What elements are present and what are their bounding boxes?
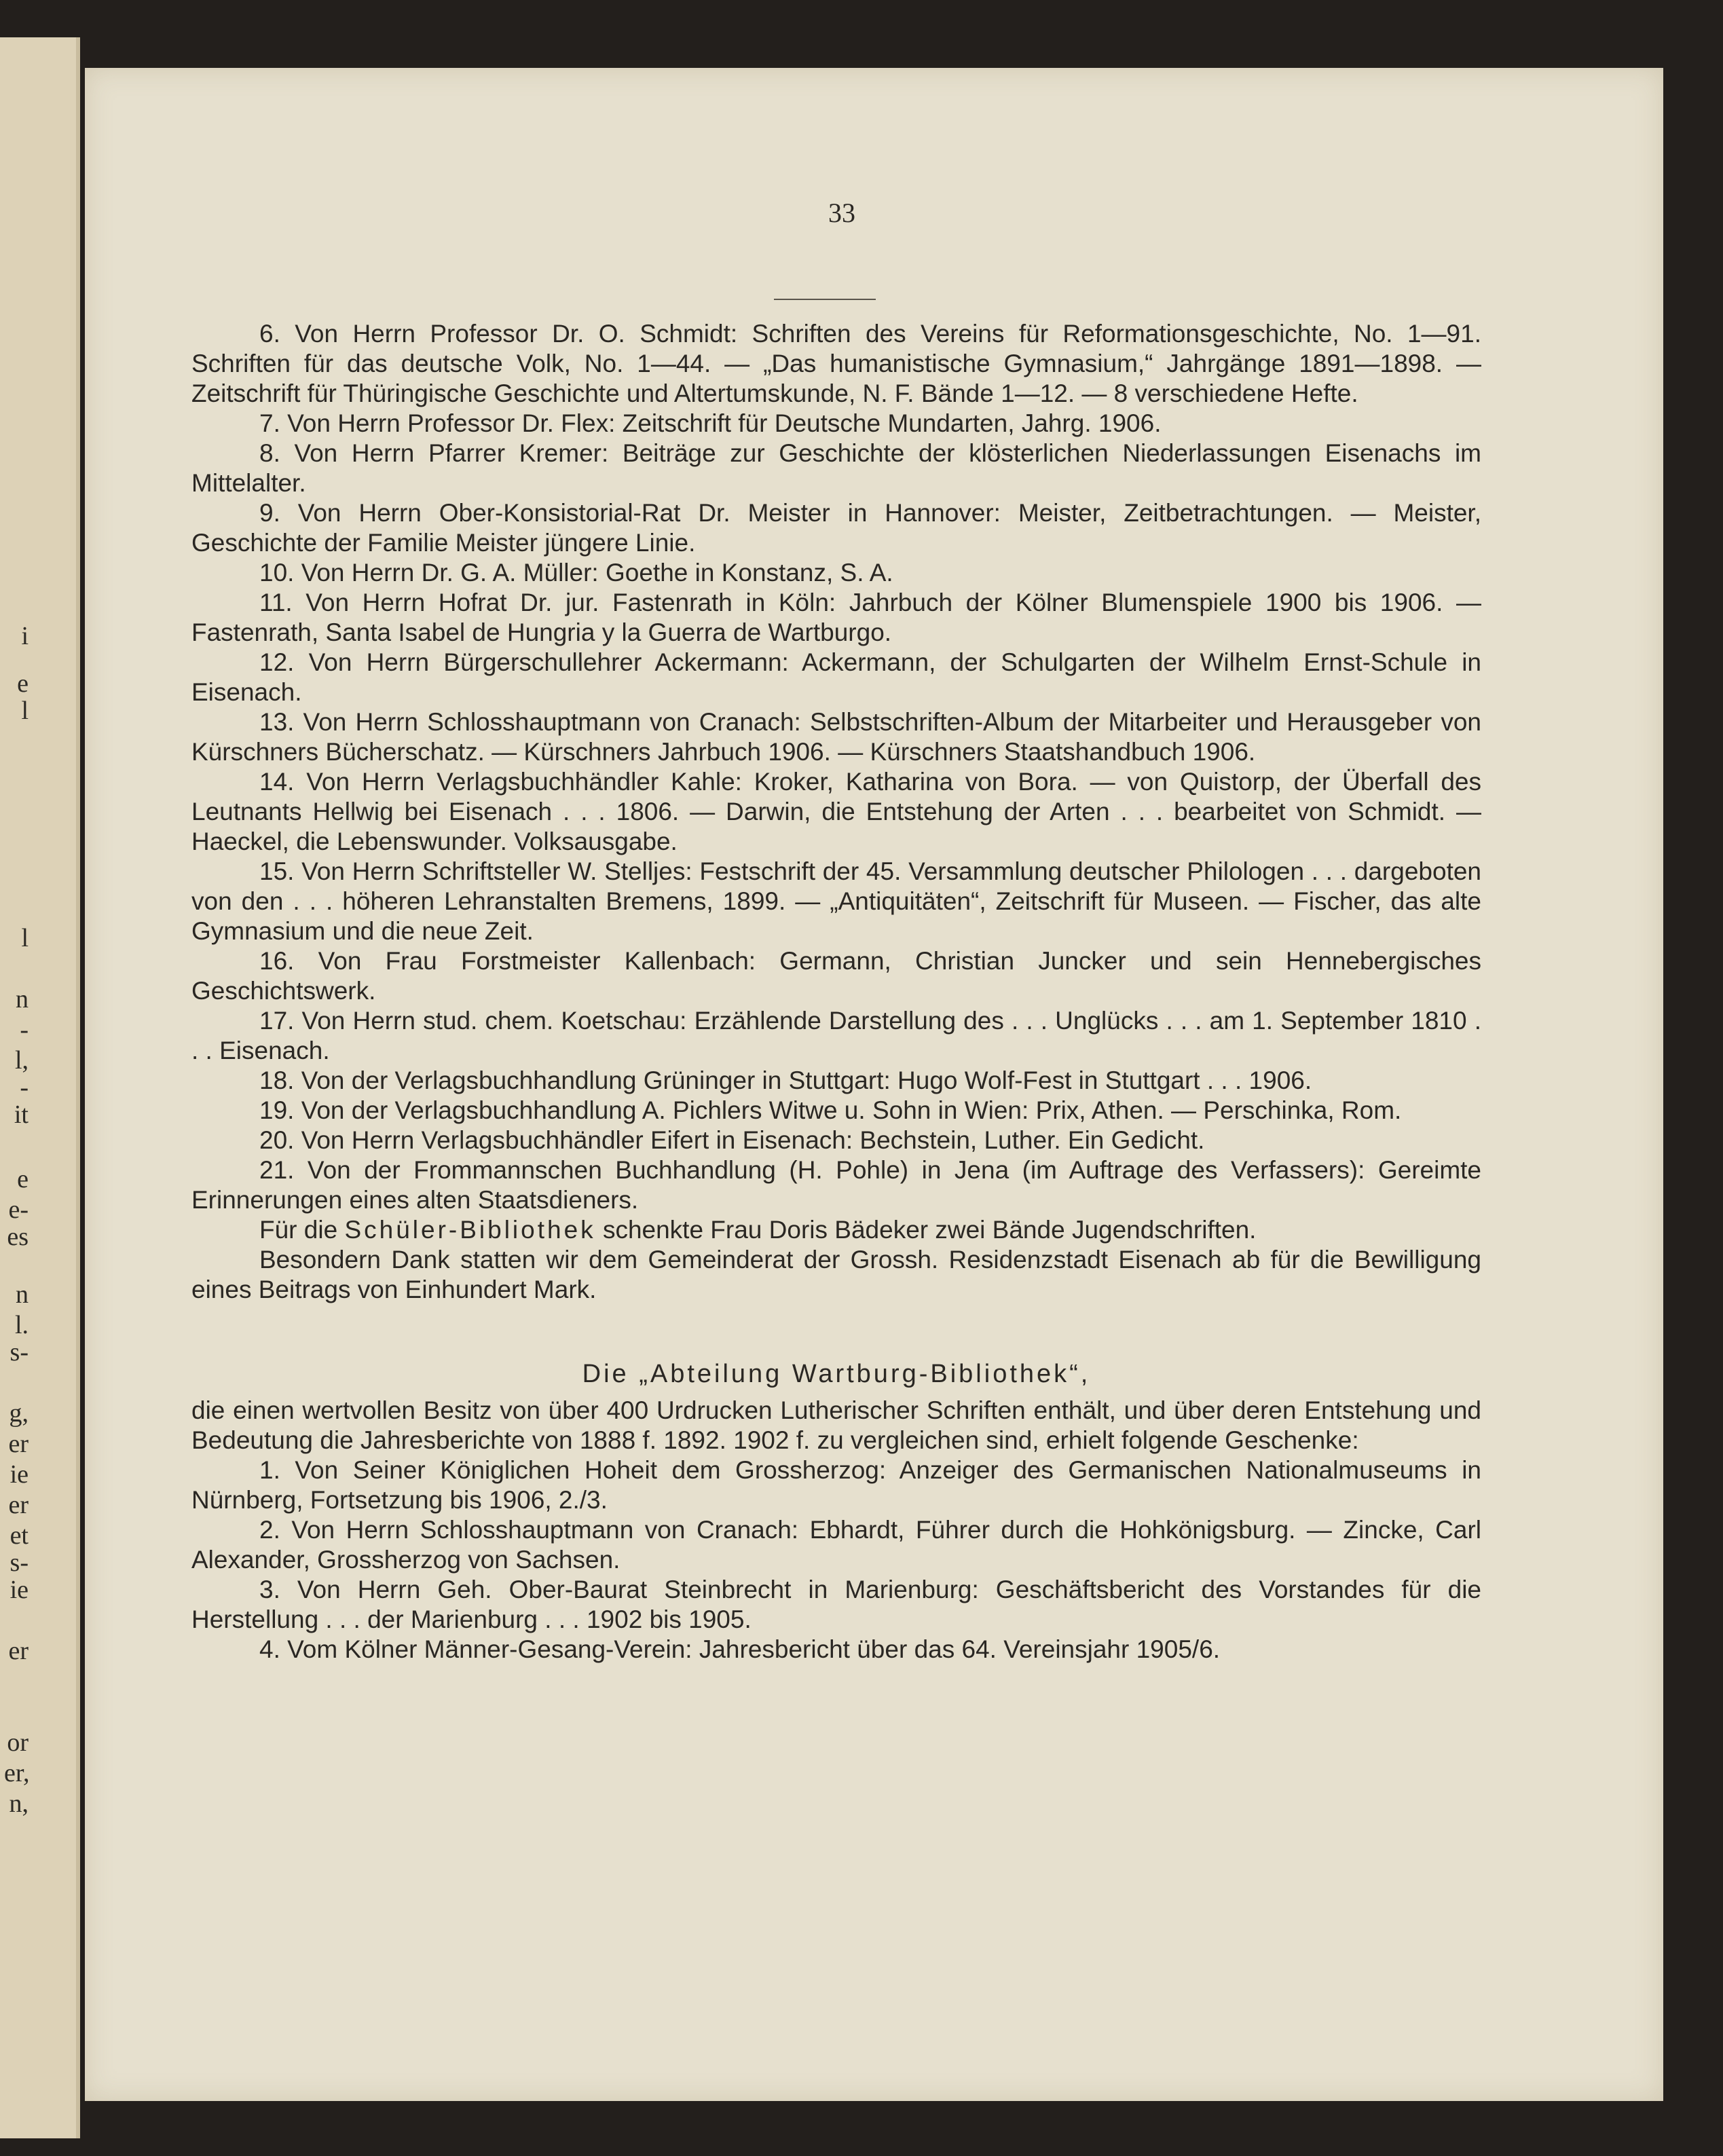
gift-entry-20: 20. Von Herrn Verlagsbuchhändler Eifert in Eisenach: Bechstein, Luther. Ein Gedicht.	[259, 1126, 1205, 1154]
margin-fragment: er	[8, 1430, 29, 1458]
gift-entry-7: 7. Von Herrn Professor Dr. Flex: Zeitschrift für Deutsche Mundarten, Jahrg. 1906.	[259, 409, 1162, 437]
margin-fragment: s-	[10, 1548, 29, 1577]
margin-fragment: n	[16, 985, 29, 1014]
section-item-2: 2. Von Herrn Schlosshauptmann von Cranach: Ebhardt, Führer durch die Hohkönigsburg. — Zincke, Carl Alexander, Grossherzog von Sachsen.	[191, 1516, 1481, 1574]
gift-entry-10: 10. Von Herrn Dr. G. A. Müller: Goethe in Konstanz, S. A.	[259, 559, 893, 587]
margin-fragment: l	[21, 924, 29, 952]
gift-entry-8: 8. Von Herrn Pfarrer Kremer: Beiträge zur Geschichte der klösterlichen Niederlassungen Eisenachs im Mittelalter.	[191, 439, 1481, 497]
margin-fragment: es	[7, 1223, 29, 1251]
section-item-1: 1. Von Seiner Königlichen Hoheit dem Grossherzog: Anzeiger des Germanischen Nationalmuseums in Nürnberg, Fortsetzung bis 1906, 2./3.	[191, 1456, 1481, 1514]
margin-fragment: -	[20, 1073, 29, 1102]
margin-fragment: er,	[4, 1759, 30, 1787]
margin-fragment: er	[8, 1491, 29, 1519]
schueler-after: schenkte Frau Doris Bädeker zwei Bände Jugendschriften.	[602, 1216, 1257, 1244]
margin-fragment: or	[7, 1728, 29, 1757]
margin-fragment: s-	[10, 1338, 29, 1367]
margin-fragment: n,	[9, 1789, 29, 1818]
schueler-before: Für die	[259, 1216, 338, 1244]
margin-fragment: n	[16, 1280, 29, 1309]
gift-entry-19: 19. Von der Verlagsbuchhandlung A. Pichlers Witwe u. Sohn in Wien: Prix, Athen. — Perschinka, Rom.	[259, 1096, 1402, 1124]
margin-fragment: g,	[9, 1399, 29, 1428]
schueler-spaced-title: Schüler-Bibliothek	[344, 1216, 596, 1244]
margin-fragment: e	[17, 1165, 29, 1193]
gift-entry-6: 6. Von Herrn Professor Dr. O. Schmidt: Schriften des Vereins für Reformationsgeschichte, No. 1—91. Schriften für das deutsche Volk, No. 1—44. — „Das humanistische Gymnasium,“ Jahrgänge 1891—1898. — Zeitschrift für Thüringische Geschichte und Altertumskunde, N. F. Bände 1—12. — 8 verschiedene Hefte.	[191, 320, 1481, 407]
gift-entry-11: 11. Von Herrn Hofrat Dr. jur. Fastenrath in Köln: Jahrbuch der Kölner Blumenspiele 1900 bis 1906. — Fastenrath, Santa Isabel de Hungria y la Guerra de Wartburgo.	[191, 589, 1481, 646]
gift-entry-17: 17. Von Herrn stud. chem. Koetschau: Erzählende Darstellung des . . . Unglücks . . . am 1. September 1810 . . . Eisenach.	[191, 1007, 1481, 1064]
margin-fragment: l	[21, 696, 29, 725]
thanks-paragraph: Besondern Dank statten wir dem Gemeinderat der Grossh. Residenzstadt Eisenach ab für die Bewilligung eines Beitrags von Einhundert Mark.	[191, 1246, 1481, 1303]
margin-fragment: l.	[14, 1311, 29, 1339]
gift-entry-9: 9. Von Herrn Ober-Konsistorial-Rat Dr. Meister in Hannover: Meister, Zeitbetrachtungen. — Meister, Geschichte der Familie Meister jüngere Linie.	[191, 499, 1481, 557]
page-number: 33	[828, 198, 855, 228]
margin-fragment: it	[14, 1100, 29, 1129]
previous-page-edge	[0, 37, 80, 2138]
gift-entry-18: 18. Von der Verlagsbuchhandlung Grüninger in Stuttgart: Hugo Wolf-Fest in Stuttgart . . . 1906.	[259, 1066, 1312, 1094]
page-number-rule	[774, 299, 876, 300]
section-intro: die einen wertvollen Besitz von über 400 Urdrucken Lutherischer Schriften enthält, und über deren Entstehung und Bedeutung die Jahresberichte von 1888 f. 1892. 1902 f. zu vergleichen sind, erhielt folgende Geschenke:	[191, 1396, 1481, 1454]
section-item-4: 4. Vom Kölner Männer-Gesang-Verein: Jahresbericht über das 64. Vereinsjahr 1905/6.	[259, 1635, 1221, 1663]
section-item-3: 3. Von Herrn Geh. Ober-Baurat Steinbrecht in Marienburg: Geschäftsbericht des Vorstandes für die Herstellung . . . der Marienburg . . . 1902 bis 1905.	[191, 1576, 1481, 1633]
margin-fragment: er	[8, 1637, 29, 1665]
gift-entry-15: 15. Von Herrn Schriftsteller W. Stelljes: Festschrift der 45. Versammlung deutscher Philologen . . . dargeboten von den . . . höheren Lehranstalten Bremens, 1899. — „Antiquitäten“, Zeitschrift für Museen. — Fischer, das alte Gymnasium und die neue Zeit.	[191, 857, 1481, 945]
gift-entry-21: 21. Von der Frommannschen Buchhandlung (H. Pohle) in Jena (im Auftrage des Verfassers): Gereimte Erinnerungen eines alten Staatsdieners.	[191, 1156, 1481, 1214]
margin-fragment: ie	[10, 1460, 29, 1489]
gift-entry-14: 14. Von Herrn Verlagsbuchhändler Kahle: Kroker, Katharina von Bora. — von Quistorp, der Überfall des Leutnants Hellwig bei Eisenach . . . 1806. — Darwin, die Entstehung der Arten . . . bearbeitet von Schmidt. — Haeckel, die Lebenswunder. Volksausgabe.	[191, 768, 1481, 855]
gift-entry-13: 13. Von Herrn Schlosshauptmann von Cranach: Selbstschriften-Album der Mitarbeiter und Herausgeber von Kürschners Bücherschatz. — Kürschners Jahrbuch 1906. — Kürschners Staatshandbuch 1906.	[191, 708, 1481, 766]
page-body	[191, 319, 1481, 1665]
schueler-bibliothek-paragraph	[191, 1215, 1481, 1245]
margin-fragment: i	[21, 622, 29, 650]
margin-fragment: et	[10, 1521, 29, 1550]
margin-fragment: l,	[14, 1046, 29, 1075]
margin-fragment: e	[17, 669, 29, 698]
gift-entry-16: 16. Von Frau Forstmeister Kallenbach: Germann, Christian Juncker und sein Hennebergisches Geschichtswerk.	[191, 947, 1481, 1005]
margin-fragment: ie	[10, 1576, 29, 1604]
gift-entry-12: 12. Von Herrn Bürgerschullehrer Ackermann: Ackermann, der Schulgarten der Wilhelm Ernst-Schule in Eisenach.	[191, 648, 1481, 706]
margin-fragment: e-	[8, 1195, 29, 1224]
section-heading: Die „Abteilung Wartburg-Bibliothek“,	[582, 1360, 1091, 1388]
margin-fragment: -	[20, 1016, 29, 1044]
